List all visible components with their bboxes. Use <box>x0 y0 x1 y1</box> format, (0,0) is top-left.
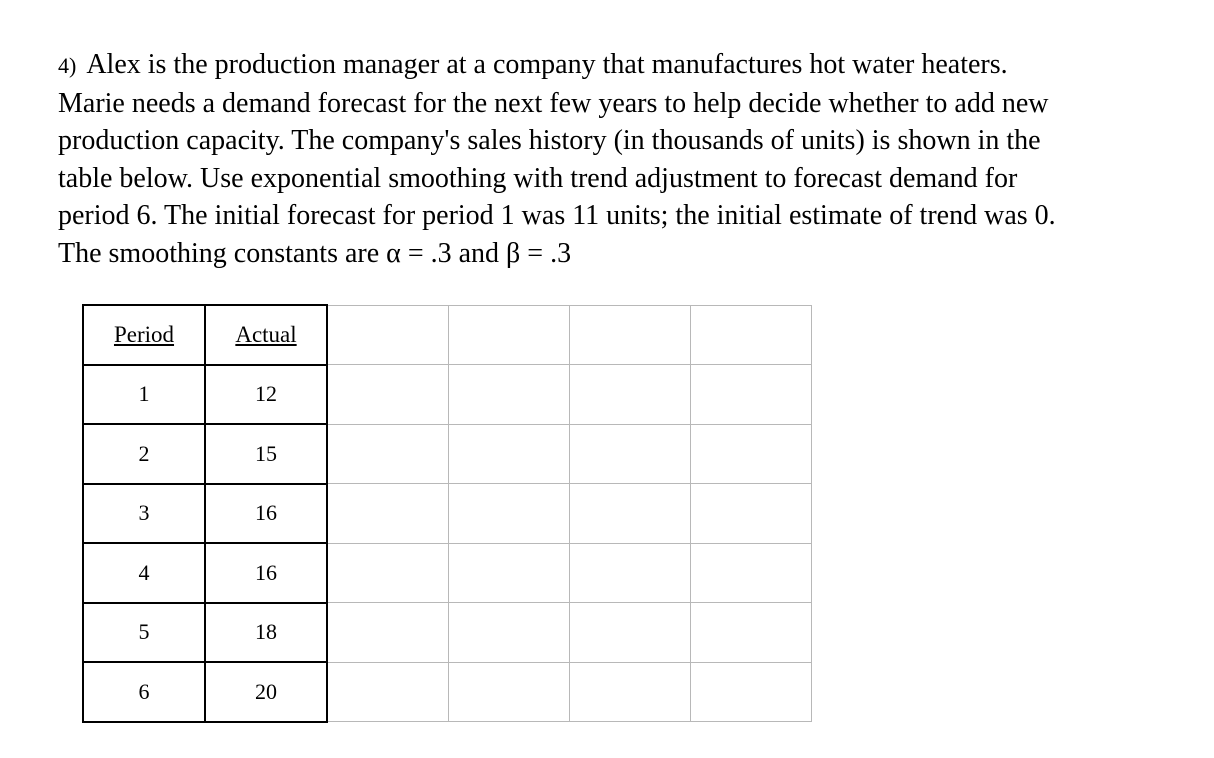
table-row <box>83 484 812 544</box>
actual-cell: 16 <box>205 484 327 544</box>
sales-history-table <box>82 304 812 723</box>
table-row <box>83 662 812 722</box>
actual-cell: 12 <box>205 365 327 425</box>
blank-cell <box>449 365 570 425</box>
period-cell: 5 <box>83 603 205 663</box>
blank-cell <box>570 662 691 722</box>
blank-cell <box>691 603 812 663</box>
problem-statement <box>58 46 1178 273</box>
problem-line <box>58 46 1178 85</box>
problem-line: table below. Use exponential smoothing with trend adjustment to forecast demand for <box>58 162 1018 194</box>
period-cell: 6 <box>83 662 205 722</box>
period-cell: 2 <box>83 424 205 484</box>
actual-cell: 15 <box>205 424 327 484</box>
blank-cell <box>570 365 691 425</box>
header-actual: Actual <box>205 305 327 365</box>
blank-cell <box>691 424 812 484</box>
blank-cell <box>449 603 570 663</box>
blank-cell <box>327 484 449 544</box>
blank-cell <box>691 543 812 603</box>
blank-cell <box>570 484 691 544</box>
header-blank-cell <box>570 305 691 365</box>
blank-cell <box>449 543 570 603</box>
header-blank-cell <box>691 305 812 365</box>
blank-cell <box>449 484 570 544</box>
problem-line-text: Alex is the production manager at a company that manufactures hot water heaters. <box>86 49 1008 80</box>
problem-line: period 6. The initial forecast for period 1 was 11 units; the initial estimate of trend was 0. <box>58 200 1056 232</box>
table-row <box>83 603 812 663</box>
blank-cell <box>327 424 449 484</box>
blank-cell <box>327 543 449 603</box>
blank-cell <box>449 424 570 484</box>
blank-cell <box>327 662 449 722</box>
problem-line: production capacity. The company's sales history (in thousands of units) is shown in the <box>58 125 1041 157</box>
header-blank-cell <box>327 305 449 365</box>
header-period: Period <box>83 305 205 365</box>
problem-line: Marie needs a demand forecast for the next few years to help decide whether to add new <box>58 87 1049 119</box>
header-blank-cell <box>449 305 570 365</box>
actual-cell: 16 <box>205 543 327 603</box>
period-cell: 1 <box>83 365 205 425</box>
table-header-row <box>83 305 812 365</box>
table-row <box>83 424 812 484</box>
period-cell: 4 <box>83 543 205 603</box>
table-row <box>83 543 812 603</box>
blank-cell <box>691 484 812 544</box>
blank-cell <box>449 662 570 722</box>
blank-cell <box>570 424 691 484</box>
blank-cell <box>327 603 449 663</box>
blank-cell <box>327 365 449 425</box>
blank-cell <box>570 543 691 603</box>
blank-cell <box>691 365 812 425</box>
actual-cell: 20 <box>205 662 327 722</box>
period-cell: 3 <box>83 484 205 544</box>
problem-number: 4) <box>58 53 77 78</box>
blank-cell <box>570 603 691 663</box>
table-row <box>83 365 812 425</box>
actual-cell: 18 <box>205 603 327 663</box>
problem-line: The smoothing constants are α = .3 and β = .3 <box>58 237 572 269</box>
blank-cell <box>691 662 812 722</box>
